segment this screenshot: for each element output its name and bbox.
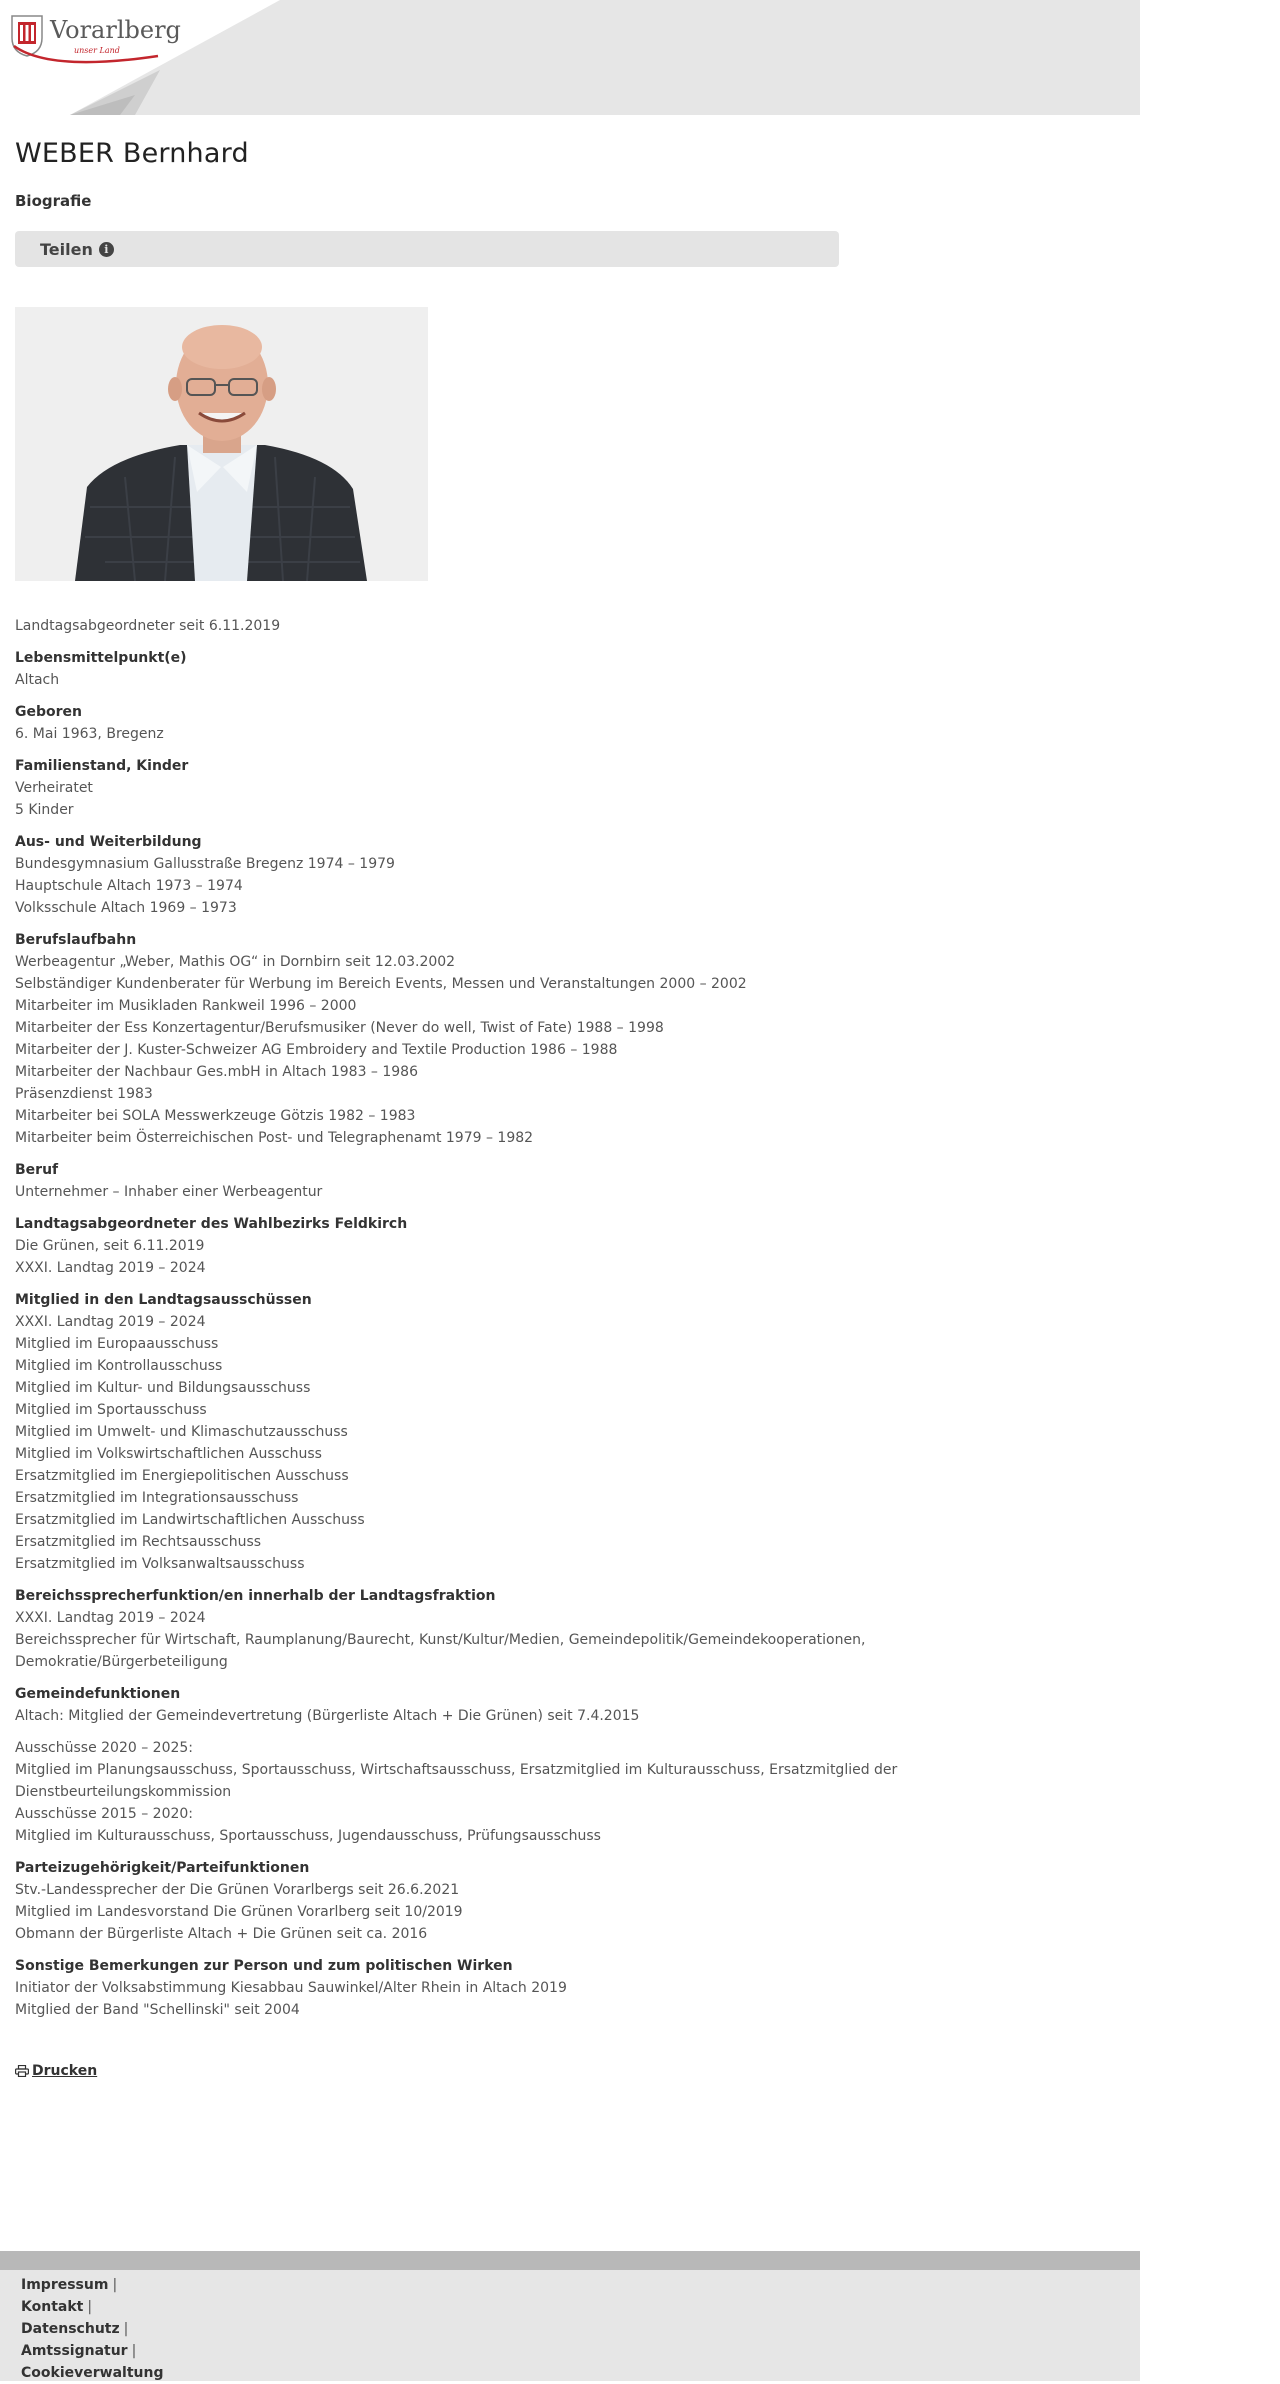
footer-link-amtssignatur[interactable]: Amtssignatur xyxy=(21,2343,128,2359)
section-line: Mitglied im Sportausschuss xyxy=(15,1402,207,1418)
section-line: Mitglied im Planungsausschuss, Sportausschuss, Wirtschaftsausschuss, Ersatzmitglied im Kulturausschuss, Ersatzmitglied der xyxy=(15,1762,898,1778)
section-line: Mitglied im Kulturausschuss, Sportausschuss, Jugendausschuss, Prüfungsausschuss xyxy=(15,1828,601,1844)
bio-section-familienstand xyxy=(15,755,1125,821)
bio-section-geboren xyxy=(15,701,1125,745)
section-line: Initiator der Volksabstimmung Kiesabbau Sauwinkel/Alter Rhein in Altach 2019 xyxy=(15,1980,567,1996)
bio-section-wahlbezirk xyxy=(15,1213,1125,1279)
footer-link-kontakt[interactable]: Kontakt xyxy=(21,2299,84,2315)
printer-icon xyxy=(15,2065,29,2077)
section-line: Mitglied im Kontrollausschuss xyxy=(15,1358,223,1374)
section-line: Mitarbeiter der Nachbaur Ges.mbH in Altach 1983 – 1986 xyxy=(15,1064,418,1080)
footer-links xyxy=(21,2274,163,2384)
section-line: Selbständiger Kundenberater für Werbung im Bereich Events, Messen und Veranstaltungen 2000 – 2002 xyxy=(15,976,747,992)
footer-band xyxy=(0,2251,1140,2270)
bio-section-lebensmittelpunkt xyxy=(15,647,1125,691)
site-logo[interactable] xyxy=(8,12,181,58)
portrait-photo xyxy=(15,307,428,581)
section-line: Unternehmer – Inhaber einer Werbeagentur xyxy=(15,1184,323,1200)
section-line: Mitglied im Umwelt- und Klimaschutzausschuss xyxy=(15,1424,348,1440)
section-line: Präsenzdienst 1983 xyxy=(15,1086,153,1102)
section-title: Geboren xyxy=(15,704,82,720)
logo-text: Vorarlberg xyxy=(50,16,181,44)
section-line: Obmann der Bürgerliste Altach + Die Grünen seit ca. 2016 xyxy=(15,1926,428,1942)
footer-separator: | xyxy=(123,2321,129,2337)
bio-section-sonstiges xyxy=(15,1955,1125,2021)
section-line: Bereichssprecher für Wirtschaft, Raumplanung/Baurecht, Kunst/Kultur/Medien, Gemeindepolitik/Gemeindekooperationen, xyxy=(15,1632,866,1648)
section-title: Mitglied in den Landtagsausschüssen xyxy=(15,1292,312,1308)
bio-section-ausbildung xyxy=(15,831,1125,919)
section-line: Werbeagentur „Weber, Mathis OG“ in Dornbirn seit 12.03.2002 xyxy=(15,954,456,970)
print-link[interactable] xyxy=(15,2063,97,2079)
section-line: Mitarbeiter der J. Kuster-Schweizer AG Embroidery and Textile Production 1986 – 1988 xyxy=(15,1042,618,1058)
section-line: XXXI. Landtag 2019 – 2024 xyxy=(15,1610,206,1626)
section-line: Mitglied im Europaausschuss xyxy=(15,1336,219,1352)
footer-separator: | xyxy=(87,2299,93,2315)
section-line: Ersatzmitglied im Rechtsausschuss xyxy=(15,1534,262,1550)
section-line: Stv.-Landessprecher der Die Grünen Vorarlbergs seit 26.6.2021 xyxy=(15,1882,460,1898)
section-line: 5 Kinder xyxy=(15,802,74,818)
footer-separator: | xyxy=(112,2277,118,2293)
logo-subtitle: unser Land xyxy=(74,46,120,55)
bio-section-berufslaufbahn xyxy=(15,929,1125,1149)
bio-section-beruf xyxy=(15,1159,1125,1203)
footer-link-cookieverwaltung[interactable]: Cookieverwaltung xyxy=(21,2365,164,2381)
section-line: Ausschüsse 2015 – 2020: xyxy=(15,1806,194,1822)
section-title: Lebensmittelpunkt(e) xyxy=(15,650,187,666)
section-line: XXXI. Landtag 2019 – 2024 xyxy=(15,1260,206,1276)
section-title: Bereichssprecherfunktion/en innerhalb der Landtagsfraktion xyxy=(15,1588,496,1604)
section-line: Mitarbeiter im Musikladen Rankweil 1996 – 2000 xyxy=(15,998,357,1014)
site-footer xyxy=(0,2270,1140,2381)
section-title: Parteizugehörigkeit/Parteifunktionen xyxy=(15,1860,310,1876)
section-line: Verheiratet xyxy=(15,780,93,796)
section-title: Sonstige Bemerkungen zur Person und zum politischen Wirken xyxy=(15,1958,513,1974)
section-line: Ausschüsse 2020 – 2025: xyxy=(15,1740,194,1756)
bio-lead: Landtagsabgeordneter seit 6.11.2019 xyxy=(15,618,281,634)
section-title: Berufslaufbahn xyxy=(15,932,137,948)
section-line: Die Grünen, seit 6.11.2019 xyxy=(15,1238,205,1254)
section-line: Altach: Mitglied der Gemeindevertretung (Bürgerliste Altach + Die Grünen) seit 7.4.2015 xyxy=(15,1708,640,1724)
footer-link-datenschutz[interactable]: Datenschutz xyxy=(21,2321,120,2337)
site-header xyxy=(0,0,1140,115)
section-line: Ersatzmitglied im Volksanwaltsausschuss xyxy=(15,1556,305,1572)
section-line: XXXI. Landtag 2019 – 2024 xyxy=(15,1314,206,1330)
section-line: Dienstbeurteilungskommission xyxy=(15,1784,232,1800)
section-title: Gemeindefunktionen xyxy=(15,1686,181,1702)
section-line: Ersatzmitglied im Integrationsausschuss xyxy=(15,1490,299,1506)
section-line: 6. Mai 1963, Bregenz xyxy=(15,726,164,742)
biography xyxy=(15,615,1125,2021)
section-title: Familienstand, Kinder xyxy=(15,758,189,774)
info-icon: i xyxy=(99,242,114,257)
section-line: Mitglied im Landesvorstand Die Grünen Vorarlberg seit 10/2019 xyxy=(15,1904,463,1920)
bio-section-ausschuesse xyxy=(15,1289,1125,1575)
section-line: Ersatzmitglied im Energiepolitischen Ausschuss xyxy=(15,1468,349,1484)
section-line: Hauptschule Altach 1973 – 1974 xyxy=(15,878,243,894)
section-title: Landtagsabgeordneter des Wahlbezirks Feldkirch xyxy=(15,1216,408,1232)
main-content xyxy=(15,135,1125,2081)
section-line: Mitarbeiter beim Österreichischen Post- und Telegraphenamt 1979 – 1982 xyxy=(15,1130,534,1146)
page-title: WEBER Bernhard xyxy=(15,138,249,169)
section-line: Mitglied im Volkswirtschaftlichen Ausschuss xyxy=(15,1446,322,1462)
section-line: Mitglied im Kultur- und Bildungsausschuss xyxy=(15,1380,311,1396)
section-line: Altach xyxy=(15,672,60,688)
section-line: Mitarbeiter der Ess Konzertagentur/Berufsmusiker (Never do well, Twist of Fate) 1988 – 1998 xyxy=(15,1020,664,1036)
bio-section-partei xyxy=(15,1857,1125,1945)
print-label: Drucken xyxy=(32,2063,98,2079)
footer-separator: | xyxy=(131,2343,137,2359)
bio-section-gemeindefunktionen xyxy=(15,1683,1125,1727)
section-line: Mitarbeiter bei SOLA Messwerkzeuge Götzis 1982 – 1983 xyxy=(15,1108,416,1124)
footer-link-impressum[interactable]: Impressum xyxy=(21,2277,109,2293)
bio-section-gemeinde-ausschuesse xyxy=(15,1737,1125,1847)
section-line: Demokratie/Bürgerbeteiligung xyxy=(15,1654,228,1670)
section-title: Aus- und Weiterbildung xyxy=(15,834,202,850)
section-line: Bundesgymnasium Gallusstraße Bregenz 1974 – 1979 xyxy=(15,856,395,872)
bio-section-bereichssprecher xyxy=(15,1585,1125,1673)
page-subtitle: Biografie xyxy=(15,192,92,210)
section-line: Ersatzmitglied im Landwirtschaftlichen Ausschuss xyxy=(15,1512,365,1528)
share-button[interactable] xyxy=(15,231,839,267)
share-label: Teilen xyxy=(40,239,93,259)
section-line: Volksschule Altach 1969 – 1973 xyxy=(15,900,237,916)
section-line: Mitglied der Band "Schellinski" seit 2004 xyxy=(15,2002,300,2018)
section-title: Beruf xyxy=(15,1162,59,1178)
